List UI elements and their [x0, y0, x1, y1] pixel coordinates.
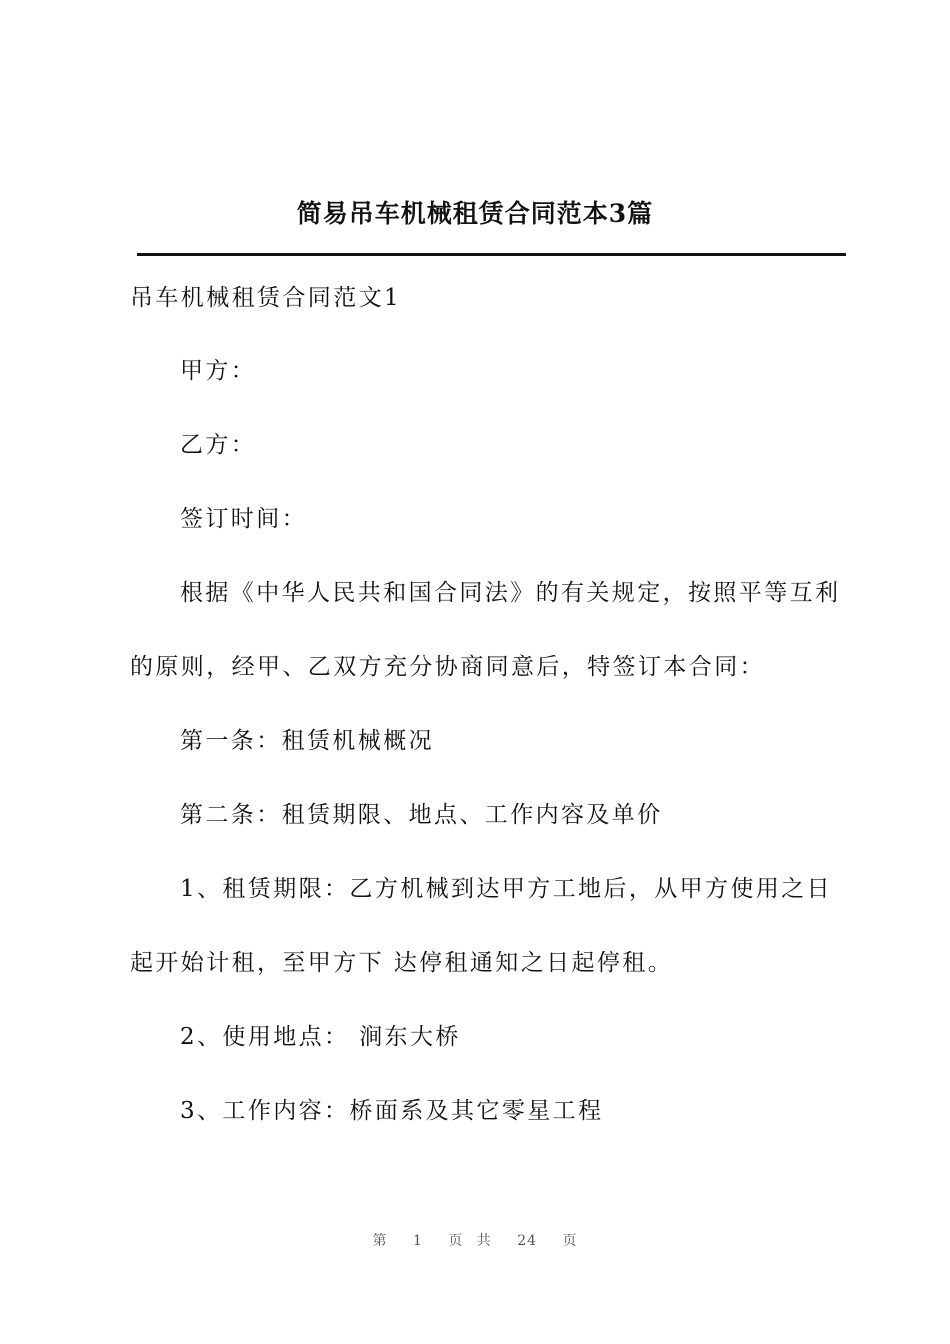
section-heading: 吊车机械租赁合同范文1: [130, 285, 402, 311]
article-2-heading: 第二条：租赁期限、地点、工作内容及单价: [180, 802, 663, 828]
page-label-prefix: 第: [372, 1233, 388, 1249]
total-pages-number: 24: [517, 1233, 538, 1249]
preamble-line-1: 根据《中华人民共和国合同法》的有关规定，按照平等互利: [180, 580, 841, 606]
page-number-footer: [0, 1230, 950, 1250]
current-page-number: 1: [412, 1233, 423, 1249]
signing-date-field: 签订时间：: [180, 506, 307, 532]
lease-term-line-1: 1、租赁期限：乙方机械到达甲方工地后，从甲方使用之日: [180, 876, 833, 902]
document-title: 简易吊车机械租赁合同范本3篇: [296, 199, 654, 228]
lease-term-line-2: 起开始计租，至甲方下 达停租通知之日起停租。: [130, 950, 674, 976]
page-label-middle: 页 共: [448, 1233, 492, 1249]
party-a-field: 甲方：: [180, 358, 257, 384]
preamble-line-2: 的原则，经甲、乙双方充分协商同意后，特签订本合同：: [130, 654, 765, 680]
article-1-heading: 第一条：租赁机械概况: [180, 728, 434, 754]
work-content: 3、工作内容：桥面系及其它零星工程: [180, 1098, 604, 1124]
party-b-field: 乙方：: [180, 432, 257, 458]
title-divider: [137, 253, 846, 256]
usage-location: 2、使用地点： 涧东大桥: [180, 1024, 461, 1050]
page-label-suffix: 页: [562, 1233, 578, 1249]
